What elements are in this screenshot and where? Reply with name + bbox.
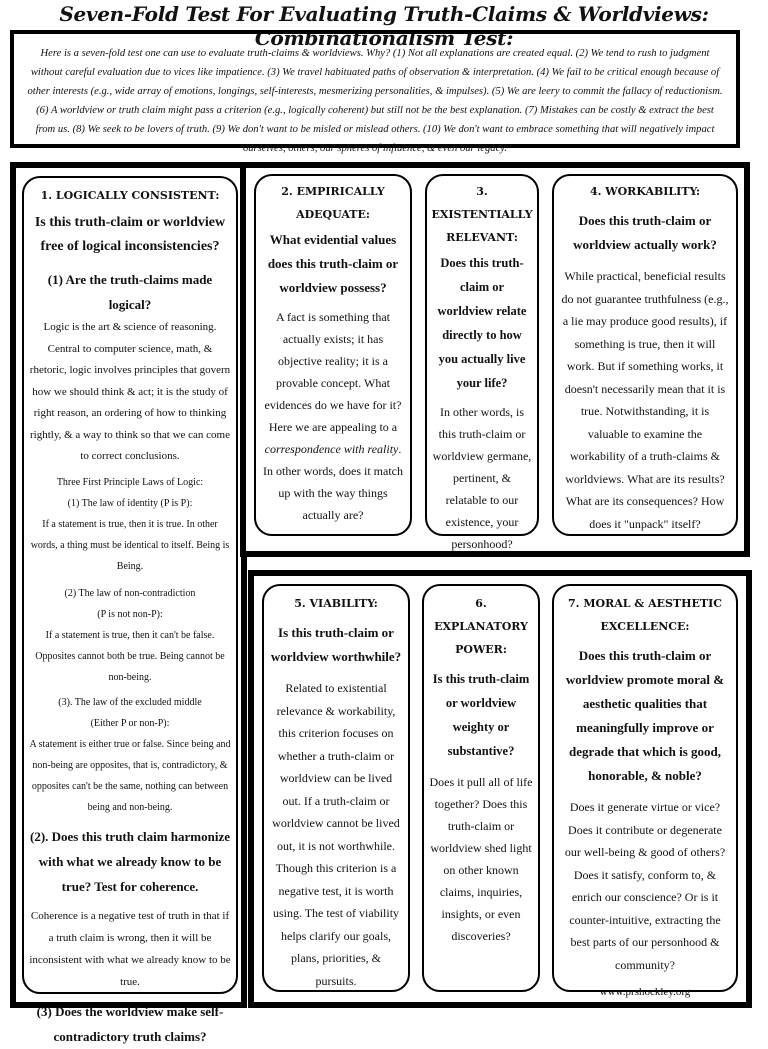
- criterion-7-card: [552, 584, 738, 998]
- criterion-1-header: 1. LOGICALLY CONSISTENT:: [40, 189, 220, 202]
- criterion-2-header: 2. EMPIRICALLY ADEQUATE:: [281, 185, 385, 221]
- criterion-6-header: 6. EXPLANATORY POWER:: [434, 597, 528, 656]
- criterion-6-card: [422, 584, 540, 992]
- criterion-7-question: Does this truth-claim or worldview promote moral & aesthetic qualities that meaningfully improve or degrade that which is good, honorable, & noble?: [565, 648, 725, 783]
- criterion-7-header: 7. MORAL & AESTHETIC EXCELLENCE:: [568, 597, 722, 633]
- criterion-4-body: While practical, beneficial results do not guarantee truthfulness (e.g., a lie may produce good results), if something is true, then it will work. But if something works, it doesn't necessarily mean that it is true. Notwithstanding, it is valuable to examine the workability of a truth-claims & worldviews. What are its results? What are its consequences? How does it "unpack" itself?: [561, 269, 729, 531]
- law-identity: (1) The law of identity (P is P):: [67, 497, 193, 509]
- law-excluded-middle: (3). The law of the excluded middle: [58, 696, 202, 708]
- criterion-3-body: In other words, is this truth-claim or worldview germane, pertinent, & relatable to our existence, your personhood?: [432, 405, 532, 551]
- criterion-2-body-a: A fact is something that actually exists; it has objective reality; it is a provable concept. What evidences do we have for it? Here we are appealing to a: [264, 310, 402, 434]
- law-noncontradiction: (2) The law of non-contradiction: [64, 587, 196, 599]
- page-title: Seven-Fold Test For Evaluating Truth-Claims & Worldviews: Combinationalism Test:: [59, 2, 709, 50]
- criterion-5-header: 5. VIABILITY:: [294, 597, 378, 610]
- law-noncontradiction-form: (P is not non-P):: [97, 608, 163, 620]
- law-excluded-middle-form: (Either P or non-P):: [90, 717, 170, 729]
- criterion-1-sub2: (2). Does this truth claim harmonize with what we already know to be true? Test for coherence.: [29, 828, 231, 894]
- website-link[interactable]: www.prshockley.org: [599, 986, 691, 998]
- law-noncontradiction-text: If a statement is true, then it can't be false. Opposites cannot both be true. Being cannot be non-being.: [35, 629, 225, 683]
- criterion-2-body-em: correspondence with reality: [264, 442, 399, 456]
- criterion-6-question: Is this truth-claim or worldview weighty or substantive?: [432, 672, 530, 758]
- criterion-5-question: Is this truth-claim or worldview worthwhile?: [270, 625, 402, 664]
- criterion-4-question: Does this truth-claim or worldview actually work?: [573, 213, 717, 252]
- law-excluded-middle-text: A statement is either true or false. Since being and non-being are opposites, that is, contradictory, & opposites can't be the same, nothing can between being and non-being.: [29, 738, 231, 813]
- criterion-1-body1: Logic is the art & science of reasoning. Central to computer science, math, & rhetoric, logic involves principles that govern how we should think & act; it is the study of right reason, an ordering of how to thinking rightly, & a way to think so that we can come to correct conclusions.: [29, 321, 231, 462]
- criterion-4-card: [552, 174, 738, 536]
- criterion-7-body: Does it generate virtue or vice? Does it contribute or degenerate our well-being & good of others? Does it satisfy, conform to, & enrich our conscience? Or is it counter-intuitive, extracting the best parts of our personhood & community?: [564, 800, 726, 972]
- criterion-1-question: Is this truth-claim or worldview free of logical inconsistencies?: [34, 215, 226, 254]
- criterion-1-body2: Coherence is a negative test of truth in that if a truth claim is wrong, then it will be inconsistent with what we already know to be true.: [29, 909, 231, 988]
- criterion-2-body: [262, 306, 404, 526]
- criterion-4-header: 4. WORKABILITY:: [589, 185, 701, 198]
- criterion-1-sub1: (1) Are the truth-claims made logical?: [47, 272, 213, 312]
- criterion-2-body-b: . In other words, does it match up with the way things actually are?: [263, 442, 403, 522]
- law-identity-text: If a statement is true, then it is true. In other words, a thing must be identical to itself. Being is Being.: [30, 518, 230, 572]
- intro-text: Here is a seven-fold test one can use to evaluate truth-claims & worldviews. Why? (1) Not all explanations are created equal. (2) We tend to rush to judgment without careful evaluation due to vices like impatience. (3) We travel habituated paths of observation & interpretation. (4) We fail to be critical enough because of other interests (e.g., wide array of emotions, longings, self-interests, mesmerizing personalities, & impulses). (5) We are leery to commit the fallacy of reductionism. (6) A worldview or truth claim might pass a criterion (e.g., logically coherent) but still not be the best explanation. (7) Mistakes can be costly & extract the best from us. (8) We seek to be lovers of truth. (9) We don't want to be misled or mislead others. (10) We don't want to embrace something that will negatively impact ourselves, others, our spheres of influence, & even our legacy.: [27, 48, 723, 154]
- criterion-2-card: [254, 174, 412, 536]
- criterion-3-card: [425, 174, 539, 551]
- criterion-5-body: Related to existential relevance & workability, this criterion focuses on whether a truth-claim or worldview can be lived out. If a truth-claim or worldview cannot be lived out, it is not worthwhile. Though this criterion is a negative test, it is worth using. The test of viability helps clarify our goals, plans, priorities, & pursuits.: [272, 681, 400, 988]
- criterion-6-body: Does it pull all of life together? Does this truth-claim or worldview shed light on other known claims, inquiries, insights, or even discoveries?: [429, 775, 533, 943]
- laws-title: Three First Principle Laws of Logic:: [56, 476, 204, 488]
- criterion-5-card: [262, 584, 410, 992]
- intro-box: [10, 30, 740, 154]
- criterion-1-card: [22, 176, 238, 1044]
- criterion-2-question: What evidential values does this truth-claim or worldview possess?: [267, 232, 399, 295]
- criterion-3-question: Does this truth-claim or worldview relate directly to how you actually live your life?: [437, 256, 527, 390]
- criterion-3-header: 3. EXISTENTIALLY RELEVANT:: [431, 185, 533, 244]
- criterion-1-sub3: (3) Does the worldview make self-contradictory truth claims?: [36, 1003, 224, 1044]
